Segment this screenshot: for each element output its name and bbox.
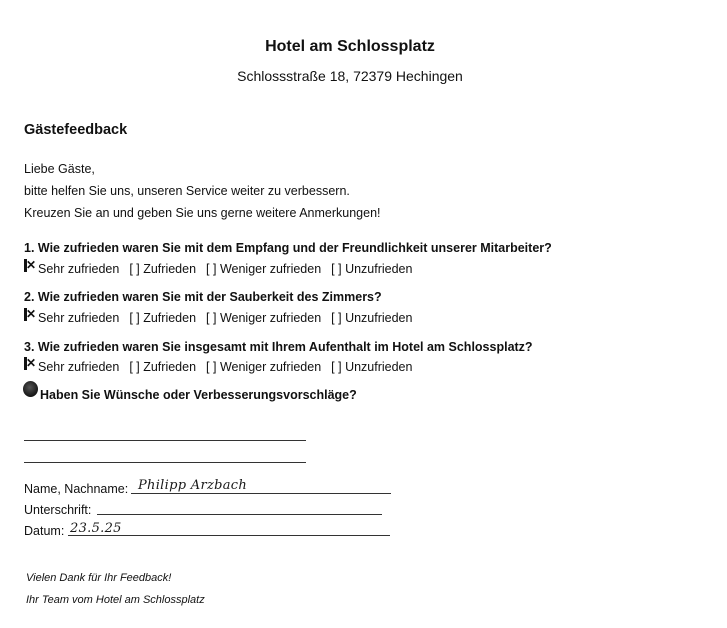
empty-checkbox: [ ]	[206, 360, 217, 374]
empty-checkbox: [ ]	[206, 262, 217, 276]
answers-q1	[24, 262, 422, 276]
option-q2-weniger-zufrieden[interactable]: [ ] Weniger zufrieden	[206, 311, 322, 325]
comment-line-2[interactable]	[24, 462, 306, 463]
comment-line-1[interactable]	[24, 440, 306, 441]
question-1: 1. Wie zufrieden waren Sie mit dem Empfang und der Freundlichkeit unserer Mitarbeiter?	[24, 241, 552, 255]
empty-checkbox: [ ]	[331, 262, 342, 276]
ink-blot-mark	[23, 381, 38, 397]
option-q1-unzufrieden[interactable]: [ ] Unzufrieden	[331, 262, 413, 276]
answers-q2	[24, 311, 422, 325]
footer-thanks: Vielen Dank für Ihr Feedback!	[26, 572, 172, 584]
name-line[interactable]	[131, 493, 391, 494]
empty-checkbox: [ ]	[206, 311, 217, 325]
date-handwritten-value: 23.5.25	[70, 521, 122, 536]
signature-line[interactable]	[97, 514, 382, 515]
date-line[interactable]	[68, 535, 390, 536]
hotel-address: Schlossstraße 18, 72379 Hechingen	[237, 68, 463, 84]
empty-checkbox: [ ]	[129, 262, 140, 276]
option-q3-unzufrieden[interactable]: [ ] Unzufrieden	[331, 360, 413, 374]
answers-q3	[24, 360, 422, 374]
name-label: Name, Nachname:	[24, 482, 129, 496]
option-q3-sehr-zufrieden[interactable]: Sehr zufrieden	[38, 360, 120, 374]
option-q3-weniger-zufrieden[interactable]: [ ] Weniger zufrieden	[206, 360, 322, 374]
signature-label: Unterschrift:	[24, 503, 92, 517]
footer-signoff: Ihr Team vom Hotel am Schlossplatz	[26, 594, 205, 606]
option-q3-zufrieden[interactable]: [ ] Zufrieden	[129, 360, 197, 374]
empty-checkbox: [ ]	[331, 311, 342, 325]
question-3: 3. Wie zufrieden waren Sie insgesamt mit Ihrem Aufenthalt im Hotel am Schlossplatz?	[24, 340, 533, 354]
hotel-title: Hotel am Schlossplatz	[265, 38, 435, 55]
intro-line-2: bitte helfen Sie uns, unseren Service weiter zu verbessern.	[24, 184, 350, 198]
empty-checkbox: [ ]	[331, 360, 342, 374]
option-q1-zufrieden[interactable]: [ ] Zufrieden	[129, 262, 197, 276]
form-title: Gästefeedback	[24, 122, 128, 138]
option-q2-sehr-zufrieden[interactable]: Sehr zufrieden	[38, 311, 120, 325]
question-2: 2. Wie zufrieden waren Sie mit der Sauberkeit des Zimmers?	[24, 290, 382, 304]
intro-line-1: Liebe Gäste,	[24, 162, 95, 176]
option-q2-unzufrieden[interactable]: [ ] Unzufrieden	[331, 311, 413, 325]
intro-line-3: Kreuzen Sie an und geben Sie uns gerne weitere Anmerkungen!	[24, 206, 381, 220]
option-q1-sehr-zufrieden[interactable]: Sehr zufrieden	[38, 262, 120, 276]
empty-checkbox: [ ]	[129, 360, 140, 374]
option-q1-weniger-zufrieden[interactable]: [ ] Weniger zufrieden	[206, 262, 322, 276]
date-label: Datum:	[24, 524, 65, 538]
option-q2-zufrieden[interactable]: [ ] Zufrieden	[129, 311, 197, 325]
name-handwritten-value: Philipp Arzbach	[138, 478, 248, 493]
question-4: Haben Sie Wünsche oder Verbesserungsvorschläge?	[40, 388, 357, 402]
empty-checkbox: [ ]	[129, 311, 140, 325]
